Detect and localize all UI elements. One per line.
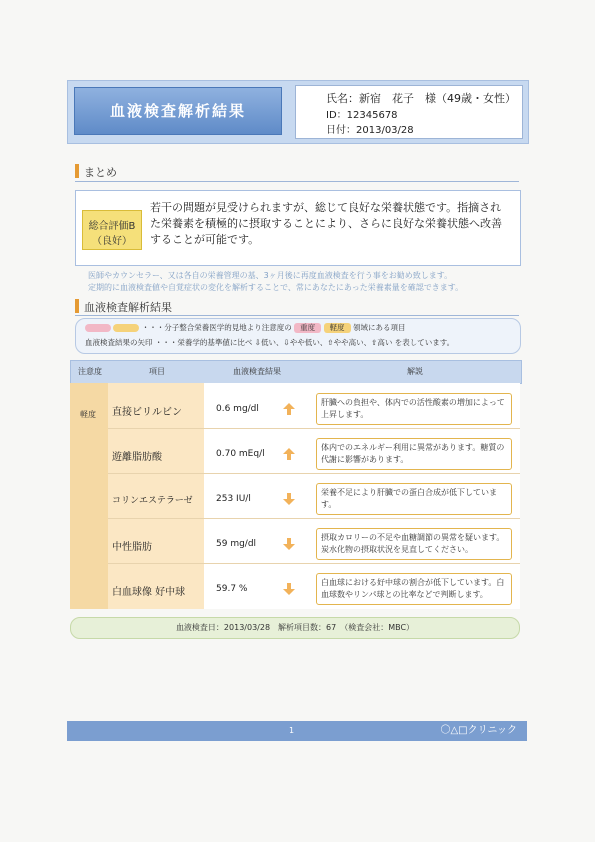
item-value: 0.6 mg/dl <box>216 404 259 414</box>
results-heading: 血液検査解析結果 <box>84 301 172 314</box>
row-divider <box>108 428 520 429</box>
results-divider <box>75 315 519 316</box>
down-arrow-icon <box>283 538 295 550</box>
row-divider <box>108 563 520 564</box>
row-divider <box>108 473 520 474</box>
severe-chip: 重度 <box>294 323 321 333</box>
explanation-box: 摂取カロリーの不足や血糖調節の異常を疑います。炭水化物の摂取状況を見直してください。 <box>316 528 512 560</box>
down-arrow-icon <box>283 493 295 505</box>
summary-text: 若干の問題が見受けられますが、総じて良好な栄養状態です。指摘された栄養素を積極的に摂取することにより、さらに良好な栄養状態へ改善することが可能です。 <box>150 201 502 246</box>
column-header-item: 項目 <box>149 367 165 376</box>
explanation-box: 栄養不足により肝臓での蛋白合成が低下しています。 <box>316 483 512 515</box>
summary-heading: まとめ <box>84 166 117 179</box>
page-footer <box>67 721 527 741</box>
severity-column <box>70 383 108 609</box>
item-value: 0.70 mEq/l <box>216 449 265 459</box>
legend-row-1 <box>85 322 405 333</box>
patient-name: 氏名：新宿 花子 様（49歳・女性） <box>326 92 516 105</box>
severity-label: 軽度 <box>80 410 96 419</box>
summary-heading-marker <box>75 164 79 178</box>
up-arrow-icon <box>283 448 295 460</box>
column-header-result: 血液検査結果 <box>233 367 281 376</box>
mild-swatch <box>113 324 139 332</box>
item-name: コリンエステラーゼ <box>112 496 193 506</box>
advice-text <box>88 270 518 294</box>
column-header-severity: 注意度 <box>78 367 102 376</box>
test-info-text: 血液検査日：2013/03/28 解析項目数：67 （検査会社：MBC） <box>175 623 415 632</box>
page-title: 血液検査解析結果 <box>109 102 246 120</box>
patient-id: ID：12345678 <box>326 110 398 121</box>
advice-line-2: 定期的に血液検査値や自覚症状の変化を解析することで、常にあなたにあった栄養素量を確認できます。 <box>88 283 464 292</box>
item-value: 59.7 % <box>216 584 248 594</box>
patient-info-box <box>295 85 523 139</box>
table-header <box>70 360 522 384</box>
explanation-box: 肝臓への負担や、体内での活性酸素の増加によって上昇します。 <box>316 393 512 425</box>
item-value: 253 IU/l <box>216 494 251 504</box>
legend-text-1-end: 領域にある項目 <box>352 323 406 332</box>
advice-line-1: 医師やカウンセラー、又は各自の栄養管理の基、3ヶ月後に再度血液検査を行う事をお勧め致します。 <box>88 271 453 280</box>
legend-row-2: 血液検査結果の矢印 ・・・栄養学的基準値に比べ ⇩低い、⇩やや低い、⇧やや高い、⇧高い を表しています。 <box>85 338 455 347</box>
test-info-bar <box>70 617 520 639</box>
explanation-box: 体内でのエネルギー利用に異常があります。糖質の代謝に影響があります。 <box>316 438 512 470</box>
up-arrow-icon <box>283 403 295 415</box>
legend-text-1: ・・・分子整合栄養医学的見地より注意度の <box>141 323 292 332</box>
item-value: 59 mg/dl <box>216 539 257 549</box>
clinic-name: 〇△□クリニック <box>440 725 517 736</box>
item-name: 遊離脂肪酸 <box>112 452 162 463</box>
report-date: 日付：2013/03/28 <box>326 125 414 136</box>
results-heading-marker <box>75 299 79 313</box>
summary-divider <box>75 181 519 182</box>
item-name: 直接ビリルビン <box>112 407 182 418</box>
evaluation-label: （良好） <box>92 236 132 247</box>
page-number: 1 <box>289 726 295 735</box>
down-arrow-icon <box>283 583 295 595</box>
column-header-explanation: 解説 <box>407 367 423 376</box>
item-name: 白血球像 好中球 <box>112 587 186 598</box>
explanation-box: 白血球における好中球の割合が低下しています。白血球数やリンパ球との比率などで判断します。 <box>316 573 512 605</box>
mild-chip: 軽度 <box>324 323 351 333</box>
row-divider <box>108 518 520 519</box>
overall-evaluation-badge <box>82 210 142 250</box>
severe-swatch <box>85 324 111 332</box>
evaluation-grade: 総合評価B <box>88 221 136 232</box>
title-box <box>74 87 282 135</box>
item-name: 中性脂肪 <box>112 542 152 553</box>
